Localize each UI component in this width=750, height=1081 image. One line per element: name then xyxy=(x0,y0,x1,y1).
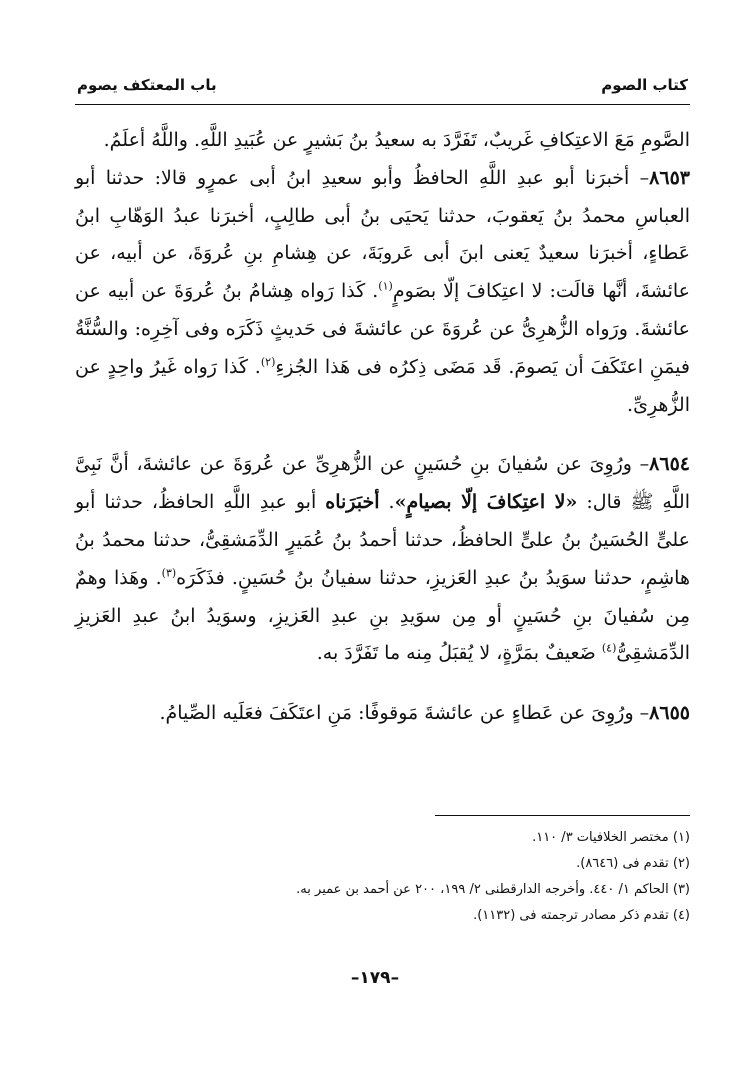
text-run: – ورُوِىَ عن سُفيانَ بنِ حُسَينٍ عن الزُّهرِىِّ عن عُروَةَ عن عائشةَ، أنَّ نَبِىَّ اللَّهِ ﷺ قال: xyxy=(75,453,690,514)
footnote-divider xyxy=(435,815,690,816)
hadith-number: ٨٦٥٥ xyxy=(649,702,690,725)
hadith-quote: «لا اعتِكافَ إلّا بصيامٍ» xyxy=(394,491,578,514)
akhbaranahu-word: أخبَرَناه xyxy=(325,491,380,514)
footnote-3: (٣) الحاكم ١/ ٤٤٠. وأخرجه الدارقطنى ٢/ ١٩٩، ٢٠٠ عن أحمد بن عمير به. xyxy=(296,882,690,897)
text-run: ضَعيفٌ بمَرَّةٍ، لا يُقبَلُ مِنه ما تَفَرَّدَ به. xyxy=(316,642,602,665)
text-run: أبو عبدِ اللَّهِ الحافظُ، حدثنا أبو علىٍّ الحُسَينُ بنُ علىٍّ الحافظُ، حدثنا أحمدُ بنُ عُمَيرٍ الدِّمَشقِىُّ، حدثنا محمدُ بنُ هاشِمٍ، حدثنا سوَيدُ بنُ عبدِ العَزيزِ، حدثنا سفيانُ بنُ حُسَينٍ. فذَكَرَه xyxy=(75,491,690,589)
text-run: . كَذا رَواه هِشامُ بنُ عُروَةَ عن أبيه عن عائشةَ. ورَواه الزُّهرِىُّ عن عُروَةَ عن عائشةَ فى حَديثٍ ذَكَرَه وفى آخِرِه: والسُّنَّةُ فيمَنِ اعتَكَفَ أن يَصومَ. قَد مَضَى ذِكرُه فى هَذا الجُزءِ xyxy=(75,280,690,378)
footnote-ref[interactable]: (٤) xyxy=(601,642,617,656)
hadith-number: ٨٦٥٤ xyxy=(649,453,690,476)
text-run: . كَذا رَواه غَيرُ واحِدٍ عن الزُّهرِىِّ. xyxy=(75,355,690,416)
paragraph-8653 xyxy=(75,160,690,425)
footnote-ref[interactable]: (٣) xyxy=(161,566,177,580)
footnotes xyxy=(75,825,690,929)
page-number: –١٧٩– xyxy=(350,968,400,988)
paragraph-continuation xyxy=(75,122,690,160)
book-title: كتاب الصوم xyxy=(601,76,688,94)
text-run: . xyxy=(379,491,395,514)
paragraph-8654 xyxy=(75,446,690,673)
paragraph-8655 xyxy=(75,695,690,733)
footnote-ref[interactable]: (١) xyxy=(378,279,393,293)
footnote-4: (٤) تقدم ذكر مصادر ترجمته فى (١١٣٢). xyxy=(473,908,690,923)
text-run: – ورُوِىَ عن عَطاءٍ عن عائشةَ مَوقوفًا: مَنِ اعتَكَفَ فعَلَيه الصِّيامُ. xyxy=(159,702,650,725)
text-run: – أخبرَنا أبو عبدِ اللَّهِ الحافظُ وأبو سعيدِ ابنُ أبى عمرٍو قالا: حدثنا أبو العباسِ محمدُ بنُ يَعقوبَ، حدثنا يَحيَى بنُ أبى طالِبٍ، أخبرَنا عبدُ الوَهّابِ ابنُ عَطاءٍ، أخبرَنا سعيدٌ يَعنى ابنَ أبى عَروبَةَ، عن هِشامِ بنِ عُروَةَ، عن أبيه، عن عائشةَ، أنَّها قالَت: لا اعتِكافَ إلّا بصَومٍ xyxy=(75,166,690,303)
footnote-2: (٢) تقدم فى (٨٦٤٦). xyxy=(576,856,690,871)
footnote-ref[interactable]: (٢) xyxy=(260,355,276,369)
main-text xyxy=(75,122,690,733)
text-run: الصَّومِ مَعَ الاعتِكافِ غَريبٌ، تَفَرَّدَ به سعيدُ بنُ بَشيرٍ عن عُبَيدِ اللَّهِ. واللَّهُ أعلَمُ. xyxy=(103,129,690,151)
hadith-number: ٨٦٥٣ xyxy=(649,166,690,189)
chapter-title: باب المعتكف يصوم xyxy=(77,76,217,94)
text-run: . وهَذا وهمٌ مِن سُفيانَ بنِ حُسَينٍ أو مِن سوَيدِ بنِ عبدِ العَزيزِ، وسوَيدُ ابنُ عبدِ العَزيزِ الدِّمَشقِىُّ xyxy=(75,566,690,665)
footnote-1: (١) مختصر الخلافيات ٣/ ١١٠. xyxy=(532,830,690,845)
running-header xyxy=(75,70,690,105)
